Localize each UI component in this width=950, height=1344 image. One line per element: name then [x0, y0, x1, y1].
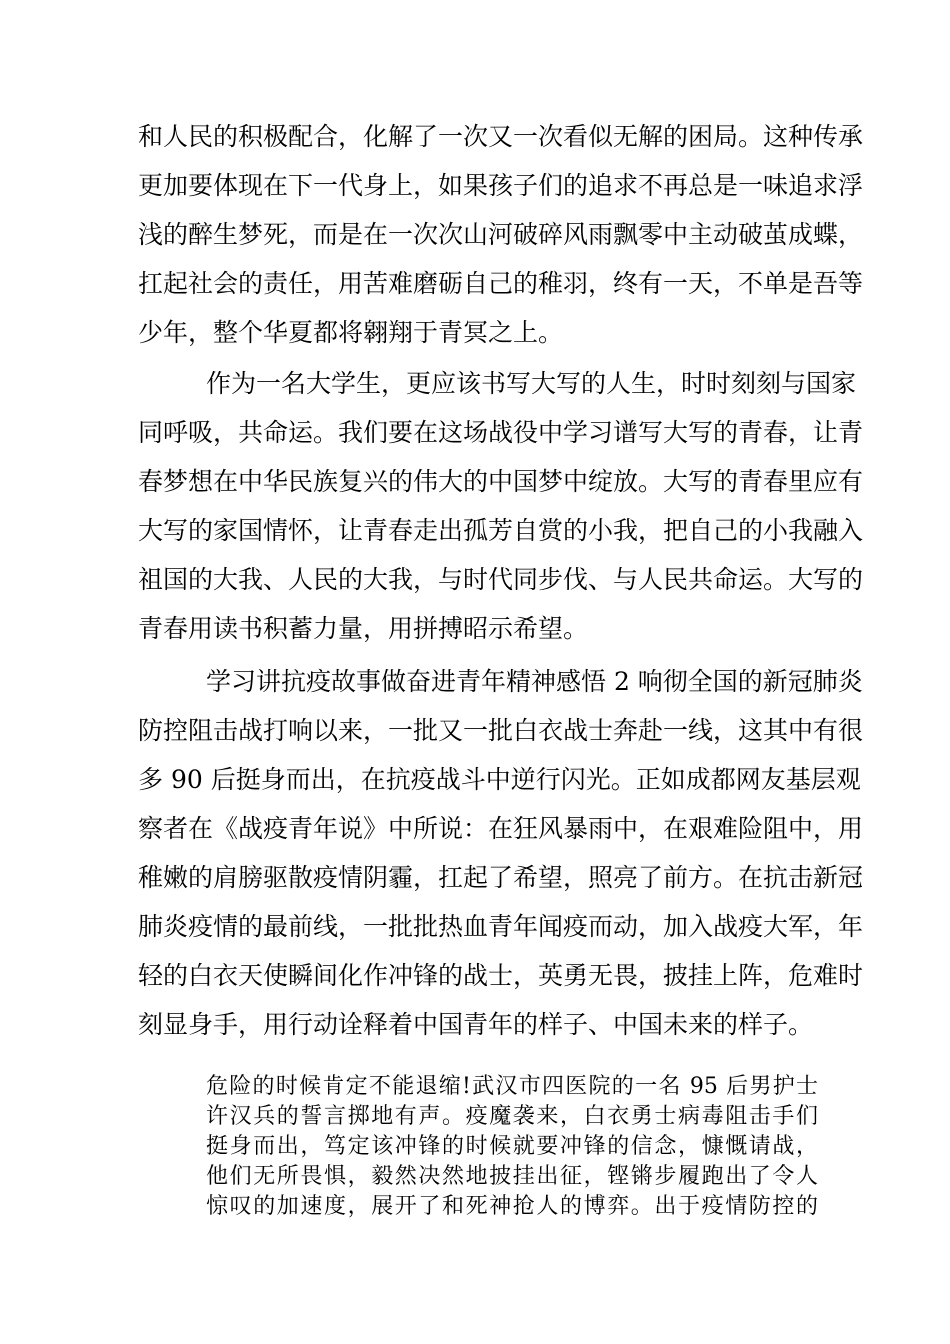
- block-quote-line-1: 危险的时候肯定不能退缩!武汉市四医院的一名 95 后男护士: [206, 1074, 818, 1099]
- paragraph-3-line-5: 稚嫩的肩膀驱散疫情阴霾，扛起了希望，照亮了前方。在抗击新冠: [138, 863, 864, 892]
- paragraph-1-line-4: 扛起社会的责任，用苦难磨砺自己的稚羽，终有一天，不单是吾等: [138, 269, 864, 298]
- paragraph-2-line-4: 大写的家国情怀，让青春走出孤芳自赏的小我，把自己的小我融入: [138, 516, 864, 545]
- paragraph-3-line-8: 刻显身手，用行动诠释着中国青年的样子、中国未来的样子。: [138, 1010, 814, 1039]
- paragraph-3-line-4: 察者在《战疫青年说》中所说：在狂风暴雨中，在艰难险阻中，用: [138, 814, 864, 843]
- paragraph-2-line-1: 作为一名大学生，更应该书写大写的人生，时时刻刻与国家: [206, 369, 857, 398]
- block-quote-line-5: 惊叹的加速度，展开了和死神抢人的博弈。出于疫情防控的: [206, 1194, 818, 1219]
- paragraph-3-line-1: 学习讲抗疫故事做奋进青年精神感悟 2 响彻全国的新冠肺炎: [206, 667, 863, 696]
- paragraph-2-line-5: 祖国的大我、人民的大我，与时代同步伐、与人民共命运。大写的: [138, 565, 864, 594]
- paragraph-1-line-3: 浅的醉生梦死，而是在一次次山河破碎风雨飘零中主动破茧成蝶，: [138, 220, 864, 249]
- paragraph-3-line-2: 防控阻击战打响以来，一批又一批白衣战士奔赴一线，这其中有很: [138, 716, 864, 745]
- block-quote-line-4: 他们无所畏惧，毅然决然地披挂出征，铿锵步履跑出了令人: [206, 1164, 818, 1189]
- block-quote-line-3: 挺身而出，笃定该冲锋的时候就要冲锋的信念，慷慨请战，: [206, 1134, 818, 1159]
- paragraph-2-line-2: 同呼吸，共命运。我们要在这场战役中学习谱写大写的青春，让青: [138, 418, 864, 447]
- paragraph-2-line-3: 春梦想在中华民族复兴的伟大的中国梦中绽放。大写的青春里应有: [138, 467, 864, 496]
- block-quote-line-2: 许汉兵的誓言掷地有声。疫魔袭来，白衣勇士病毒阻击手们: [206, 1104, 818, 1129]
- paragraph-1-line-1: 和人民的积极配合，化解了一次又一次看似无解的困局。这种传承: [138, 122, 864, 151]
- paragraph-3-line-6: 肺炎疫情的最前线，一批批热血青年闻疫而动，加入战疫大军，年: [138, 912, 864, 941]
- paragraph-3-line-7: 轻的白衣天使瞬间化作冲锋的战士，英勇无畏，披挂上阵，危难时: [138, 961, 864, 990]
- paragraph-2-line-6: 青春用读书积蓄力量，用拼搏昭示希望。: [138, 614, 589, 643]
- paragraph-3-line-3: 多 90 后挺身而出，在抗疫战斗中逆行闪光。正如成都网友基层观: [138, 765, 861, 794]
- paragraph-1-line-5: 少年，整个华夏都将翱翔于青冥之上。: [138, 318, 564, 347]
- paragraph-1-line-2: 更加要体现在下一代身上，如果孩子们的追求不再总是一味追求浮: [138, 171, 864, 200]
